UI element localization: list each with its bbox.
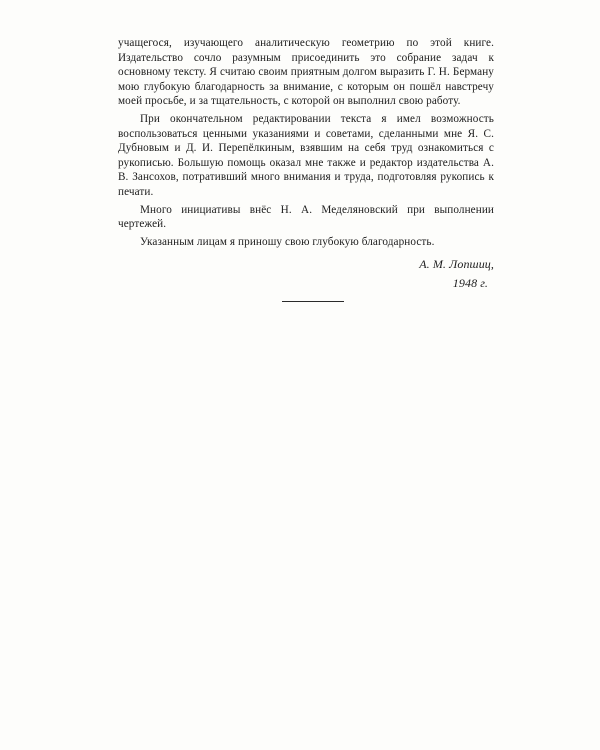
- paragraph-4: Указанным лицам я приношу свою глубокую благодарность.: [140, 235, 435, 248]
- paragraph-2: При окончательном редактировании текста я имел возможность воспользоваться ценными указаниями и советами, сделанными мне Я. С. Дубновым и Д. И. Перепёлкиным, взявшим на себя труд ознакомиться с рукописью. Большую помощь оказал мне также и редактор издательства А. В. Зансохов, потративший много внимания и труда, подготовляя рукопись к печати.: [118, 112, 494, 198]
- signature-year: 1948 г.: [452, 276, 488, 291]
- signature-block: [118, 255, 494, 293]
- paragraph-1: учащегося, изучающего аналитическую геометрию по этой книге. Издательство сочло разумным присоединить это собрание задач к основному тексту. Я считаю своим приятным долгом выразить Г. Н. Берману мою глубокую благодарность за внимание, с которым он пошёл навстречу моей просьбе, и за тщательность, с которой он выполнил свою работу.: [118, 37, 494, 108]
- section-divider: [282, 301, 344, 302]
- paragraph-3: Много инициативы внёс Н. А. Меделяновский при выполнении чертежей.: [118, 203, 494, 231]
- signature-author: А. М. Лопшиц,: [419, 257, 494, 272]
- preface-text: [118, 36, 494, 293]
